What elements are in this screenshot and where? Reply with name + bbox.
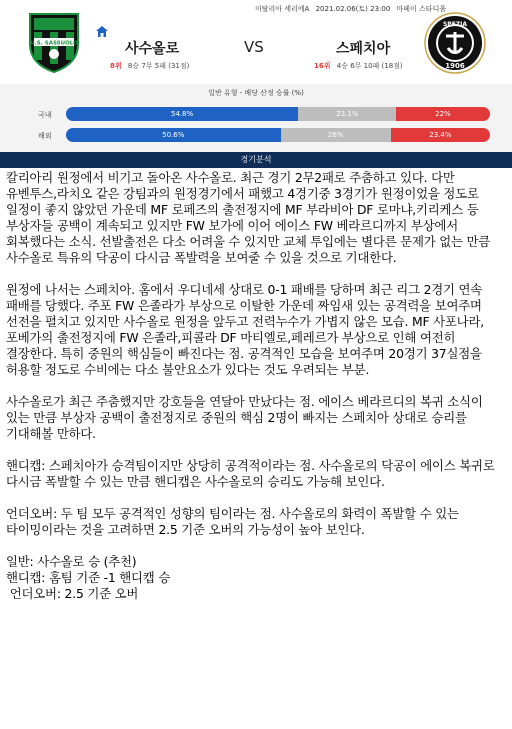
versus-label: VS [244, 38, 264, 56]
away-team-logo [424, 10, 486, 76]
away-logo-year: 1906 [445, 62, 465, 70]
draw-probability-segment: 26% [281, 128, 391, 142]
trend-row-overseas [0, 128, 512, 142]
away-team-record [314, 61, 403, 71]
probability-bar [66, 128, 490, 142]
match-datetime: 2021.02.06(토) 23:00 [315, 5, 391, 13]
match-meta [255, 4, 450, 14]
home-logo-text: U.S. SASSUOLO [30, 40, 78, 47]
match-header [0, 0, 512, 84]
away-team-rank: 16위 [314, 62, 331, 70]
trend-row-label: 국내 [38, 111, 52, 119]
analysis-paragraph: 사수올로가 최근 주춤했지만 강호들을 연달아 만났다는 점. 에이스 베라르디의 복귀 소식이 있는 만큼 부상자 공백이 출전정지로 중원의 핵심 2명이 빠지는 스페치아 상대로 승리를 기대해볼 만하다. [6, 394, 483, 441]
probability-bar [66, 107, 490, 121]
loss-probability-segment: 22% [396, 107, 489, 121]
trend-row-label: 해외 [38, 132, 52, 140]
home-team-rank: 8위 [110, 62, 122, 70]
home-icon [96, 26, 108, 37]
away-logo-text: SPEZIA [442, 21, 468, 28]
trend-row-domestic [0, 107, 512, 121]
pick-handicap: 핸디캡: 홈팀 기준 -1 핸디캡 승 [6, 570, 171, 585]
analysis-body [6, 170, 506, 602]
home-team-name: 사수올로 [125, 41, 180, 57]
analysis-paragraph: 원정에 나서는 스페치아. 홈에서 우디네세 상대로 0-1 패배를 당하며 최근 리그 2경기 연속 패배를 당했다. 주포 FW 은졸라가 부상으로 이탈한 가운데 짜임새 있는 공격력을 보여주며 선전을 펼치고 있지만 사수올로 원정을 앞두고 전력누수가 가볍지 않은 모습. MF 사포나라,포베가의 출전정지에 FW 은졸라,피콜라 DF 마티엘로,페레르가 부상으로 인해 여전히 결장한다. 특히 중원의 핵심들이 빠진다는 점. 공격적인 모습을 보여주며 20경기 37실점을 허용할 정도로 수비에는 다소 불안요소가 있다는 것도 우려되는 부분. [6, 282, 484, 377]
win-probability-segment: 54.8% [66, 107, 298, 121]
home-team-standing: 8승 7무 5패 (31점) [127, 62, 190, 70]
odds-trend-title: 일반 유형 - 배당 산정 승률 (%) [208, 89, 304, 97]
away-team-standing: 4승 6무 10패 (18점) [336, 62, 403, 70]
venue-name: 마페이 스타디움 [396, 5, 447, 13]
win-probability-segment: 50.6% [66, 128, 281, 142]
draw-probability-segment: 23.1% [298, 107, 396, 121]
analysis-section-title: 경기분석 [0, 152, 512, 168]
league-name: 이탈리아 세리에A [255, 5, 310, 13]
loss-probability-segment: 23.4% [391, 128, 490, 142]
analysis-paragraph: 핸디캡: 스페치아가 승격팀이지만 상당히 공격적이라는 점. 사수올로의 닥공이 에이스 복귀로 다시금 폭발할 수 있는 만큼 핸디캡은 사수올로의 승리도 가능해 보인다. [6, 458, 495, 489]
analysis-paragraph: 언더오버: 두 팀 모두 공격적인 성향의 팀이라는 점. 사수올로의 화력이 폭발할 수 있는 타이밍이라는 것을 고려하면 2.5 기준 오버의 가능성이 높아 보인다. [6, 506, 459, 537]
home-team-record [110, 61, 189, 71]
home-team-logo [26, 10, 82, 74]
away-team-name: 스페치아 [336, 41, 391, 57]
pick-over-under: 언더오버: 2.5 기준 오버 [6, 586, 139, 601]
pick-general: 일반: 사수올로 승 (추천) [6, 554, 137, 569]
pick-list [6, 554, 506, 602]
analysis-paragraph: 칼리아리 원정에서 비기고 돌아온 사수올로. 최근 경기 2무2패로 주춤하고 있다. 다만 유벤투스,라치오 같은 강팀과의 원정경기에서 패했고 4경기중 3경기가 원정이었을 정도로 일정이 좋지 않았던 가운데 MF 로페즈의 출전정지에 MF 부라비아 DF 로마냐,키리케스 등 부상자들 공백이 계속되고 있지만 FW 보가에 이어 에이스 FW 베라르디까지 부상에서 회복했다는 소식. 선발출전은 다소 어려울 수 있지만 교체 투입에는 별다른 문제가 없는 만큼 사수올로 특유의 닥공이 다시금 폭발력을 보여줄 수 있을 것으로 기대한다. [6, 170, 491, 265]
odds-trend-panel [0, 84, 512, 152]
